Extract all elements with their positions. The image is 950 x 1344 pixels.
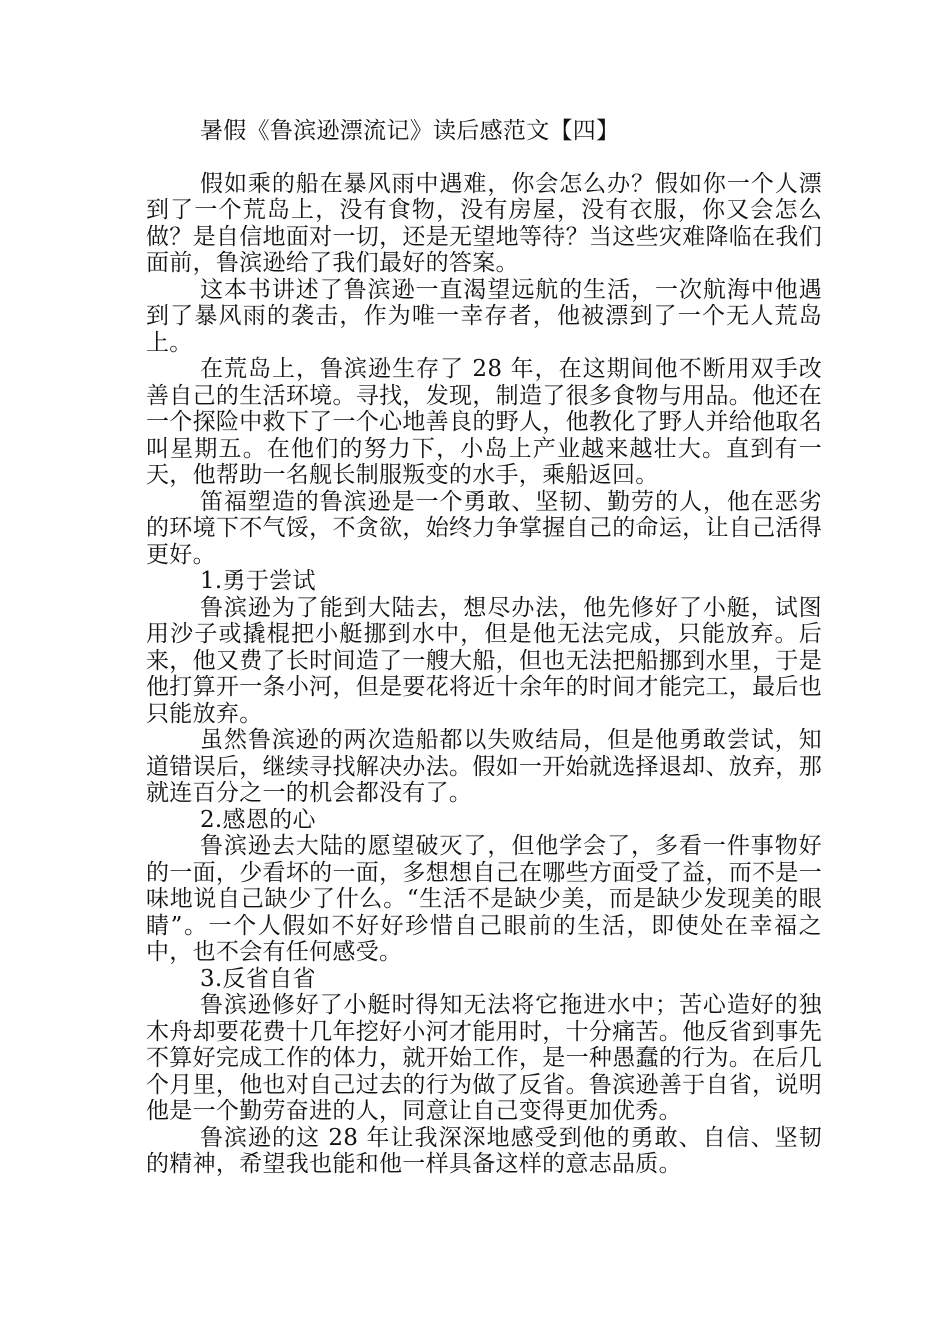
conclusion-paragraph: 鲁滨逊的这 28 年让我深深地感受到他的勇敢、自信、坚韧的精神，希望我也能和他一样具备这样的意志品质。 — [146, 1124, 822, 1177]
section-heading-3: 3.反省自省 — [200, 965, 316, 992]
document-body — [146, 118, 822, 1178]
section2-paragraph-1: 鲁滨逊去大陆的愿望破灭了，但他学会了，多看一件事物好的一面，少看坏的一面，多想想自己在哪些方面受了益，而不是一味地说自己缺少了什么。“生活不是缺少美，而是缺少发现美的眼睛”。一个人假如不好好珍惜自己眼前的生活，即使处在幸福之中，也不会有任何感受。 — [146, 833, 822, 965]
section3-paragraph-1: 鲁滨逊修好了小艇时得知无法将它拖进水中；苦心造好的独木舟却要花费十几年挖好小河才能用时，十分痛苦。他反省到事先不算好完成工作的体力，就开始工作，是一种愚蠢的行为。在后几个月里，他也对自己过去的行为做了反省。鲁滨逊善于自省，说明他是一个勤劳奋进的人，同意让自己变得更加优秀。 — [146, 992, 822, 1124]
intro-paragraph-1: 假如乘的船在暴风雨中遇难，你会怎么办？假如你一个人漂到了一个荒岛上，没有食物，没有房屋，没有衣服，你又会怎么做？是自信地面对一切，还是无望地等待？当这些灾难降临在我们面前，鲁滨逊给了我们最好的答案。 — [146, 170, 822, 276]
section-heading-1: 1.勇于尝试 — [200, 568, 316, 594]
section1-paragraph-2: 虽然鲁滨逊的两次造船都以失败结局，但是他勇敢尝试，知道错误后，继续寻找解决办法。假如一开始就选择退却、放弃，那就连百分之一的机会都没有了。 — [146, 727, 822, 806]
intro-paragraph-2: 这本书讲述了鲁滨逊一直渴望远航的生活，一次航海中他遇到了暴风雨的袭击，作为唯一幸存者，他被漂到了一个无人荒岛上。 — [146, 276, 822, 356]
section-heading-2: 2.感恩的心 — [200, 806, 316, 833]
section1-paragraph-1: 鲁滨逊为了能到大陆去，想尽办法，他先修好了小艇，试图用沙子或撬棍把小艇挪到水中，但是他无法完成，只能放弃。后来，他又费了长时间造了一艘大船，但也无法把船挪到水里，于是他打算开一条小河，但是要花将近十余年的时间才能完工，最后也只能放弃。 — [146, 594, 822, 727]
document-title: 暑假《鲁滨逊漂流记》读后感范文【四】 — [200, 118, 620, 144]
intro-paragraph-3: 在荒岛上，鲁滨逊生存了 28 年，在这期间他不断用双手改善自己的生活环境。寻找，发现，制造了很多食物与用品。他还在一个探险中救下了一个心地善良的野人，他教化了野人并给他取名叫星期五。在他们的努力下，小岛上产业越来越壮大。直到有一天，他帮助一名舰长制服叛变的水手，乘船返回。 — [146, 356, 822, 488]
intro-paragraph-4: 笛福塑造的鲁滨逊是一个勇敢、坚韧、勤劳的人，他在恶劣的环境下不气馁，不贪欲，始终力争掌握自己的命运，让自己活得更好。 — [146, 488, 822, 568]
